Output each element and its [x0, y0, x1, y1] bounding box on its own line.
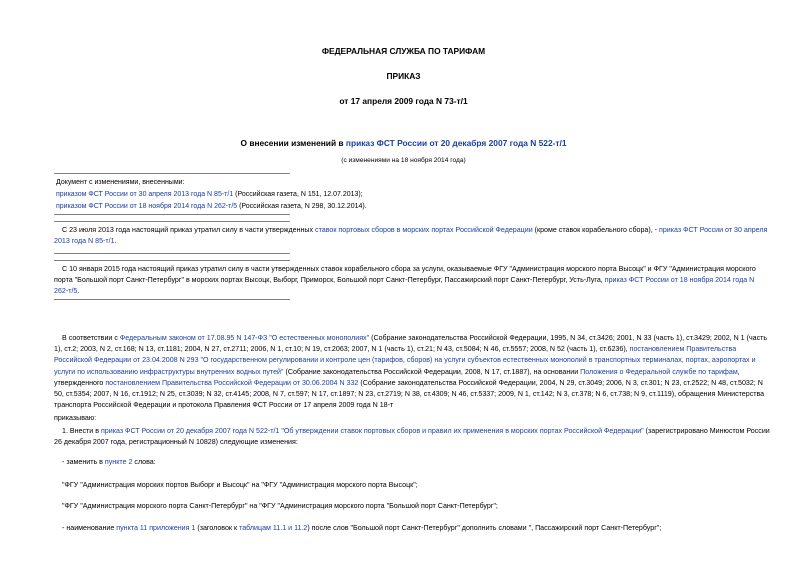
paragraph-2-link[interactable]: пункте 2 — [104, 458, 133, 466]
sub1-text: - заменить в — [62, 458, 105, 466]
preamble-text-2: (Собрание законодательства Российской Федерации, 1995, N 34, ст.3426; 2001, N 33 (часть 1), ст.3429; 2002, N 1 (часть 1), ст.2; 2003, N 2, ст.168; N 13, ст.1181; 2004, N 27, ст.2711; 2006, N 1, ст.10; N 19, ст.2063; 2007, N 1 (часть 1), ст.21; N 43, ст.5084; N 46, ст.5557; 2008, N 52 (часть 1), ст.6236), — [54, 334, 768, 354]
divider — [54, 214, 290, 215]
title-prefix: О внесении изменений в — [240, 138, 346, 148]
sub2-text-2: (заголовок к — [195, 524, 240, 532]
item1-text-1: 1. Внести в — [62, 427, 101, 435]
tables-link[interactable]: таблицам 11.1 и 11.2 — [239, 524, 308, 532]
quote-1: "ФГУ "Администрация морских портов Выборг и Высоцк" на "ФГУ "Администрация морского порта Высоцк"; — [62, 481, 418, 489]
change-1-link[interactable]: приказом ФСТ России от 30 апреля 2013 года N 85-т/1 — [56, 190, 234, 198]
note2-text: С 10 января 2015 года настоящий приказ утратил силу в части утвержденных ставок корабельного сбора за услуги, оказываемые ФГУ "Администрация морского порта Высоцк" и ФГУ "Администрация морского порта "Большой порт Санкт-Петербург" в морских портах Высоцк, Выборг, Приморск, Большой порт Санкт-Петербург, Пассажирский порт Санкт-Петербург, Усть-Луга, — [54, 265, 756, 285]
fst-regulation-link[interactable]: Положения о Федеральной службе по тарифам — [580, 367, 738, 376]
paragraph-11-link[interactable]: пункта 11 приложения 1 — [116, 524, 196, 532]
divider — [54, 260, 290, 261]
sub-item-replace — [54, 457, 770, 468]
changes-box — [54, 177, 770, 212]
government-decree-332-link[interactable]: постановлением Правительства Российской Федерации от 30.06.2004 N 332 — [105, 378, 359, 387]
note-repeal-2013 — [54, 225, 770, 247]
preamble-text-3: (Собрание законодательства Российской Федерации, 2008, N 17, ст.1887), на основании — [283, 367, 581, 376]
note1-link-order[interactable]: приказ ФСТ России от 30 апреля 2013 года N 85-т/1 — [54, 226, 768, 246]
sub1-end: слова: — [132, 458, 156, 466]
order-word: приказываю: — [54, 414, 97, 422]
government-decree-293-link[interactable]: постановлением Правительства Российской Федерации от 23.04.2008 N 293 "О государственном регулировании и контроле цен (тарифов, сборов) на услуги субъектов естественных монополий в транспортных терминалах, портах, аэропортах и услуги по использованию инфраструктуры внутренних водных путей" — [54, 345, 756, 376]
preamble-text-1: В соответствии с — [62, 334, 120, 342]
divider — [54, 173, 290, 174]
change-item-2 — [54, 201, 770, 213]
change-2-link[interactable]: приказом ФСТ России от 18 ноября 2014 года N 262-т/5 — [56, 202, 238, 210]
item-1 — [54, 426, 770, 448]
note2-link-order[interactable]: приказ ФСТ России от 18 ноября 2014 года N 262-т/5 — [54, 276, 755, 296]
note2-end: . — [77, 287, 80, 296]
divider — [54, 221, 290, 222]
agency-title: ФЕДЕРАЛЬНАЯ СЛУЖБА ПО ТАРИФАМ — [321, 46, 486, 56]
order-title — [0, 138, 807, 148]
quote-2: "ФГУ "Администрация морского порта Санкт-Петербург" на "ФГУ "Администрация морского порта "Большой порт Санкт-Петербург"; — [62, 502, 498, 510]
sub-item-title — [54, 523, 770, 534]
revision-note: (с изменениями на 18 ноября 2014 года) — [341, 157, 466, 164]
item1-order-link[interactable]: приказ ФСТ России от 20 декабря 2007 года N 522-т/1 — [100, 427, 280, 435]
note1-text-2: (кроме ставок корабельного сбора), - — [532, 226, 660, 234]
note-repeal-2015 — [54, 264, 770, 298]
item1-text-3: (зарегистрировано Минюстом России 26 декабря 2007 года, регистрационный N 10828) следующие изменения: — [54, 427, 770, 447]
federal-law-link[interactable]: Федеральным законом от 17.08.95 N 147-ФЗ "О естественных монополиях" — [119, 334, 370, 342]
note1-end: . — [114, 237, 117, 246]
document-type: ПРИКАЗ — [386, 71, 421, 81]
change-1-source: (Российская газета, N 151, 12.07.2013); — [233, 190, 363, 198]
change-item-1 — [54, 189, 770, 201]
order-date-number: от 17 апреля 2009 года N 73-т/1 — [339, 96, 468, 106]
change-2-source: (Российская газета, N 298, 30.12.2014). — [237, 202, 367, 210]
preamble — [54, 333, 770, 411]
sub2-text-1: - наименование — [62, 524, 117, 532]
preamble-text-5: (Собрание законодательства Российской Федерации, 2004, N 29, ст.3049; 2006, N 3, ст.301; N 23, ст.2522; N 48, ст.5032; N 50, ст.5354; 2007, N 16, ст.1912; N 25, ст.3039; N 32, ст.4145; 2008, N 7, ст.597; N 17, ст.1897; N 23, ст.2719; N 38, ст.4309; N 46, ст.5337; 2009, N 1, ст.142; N 3, ст.378; N 6, ст.738; N 9, ст.1119), обращения Министерства транспорта Российской Федерации и протокола Правления ФСТ России от 17 апреля 2009 года N 18-т — [54, 378, 765, 410]
divider — [54, 299, 290, 300]
item1-title-link[interactable]: "Об утверждении ставок портовых сборов и правил их применения в морских портах Российской Федерации" — [281, 427, 644, 435]
changes-intro: Документ с изменениями, внесенными: — [56, 179, 185, 186]
note1-text: С 23 июля 2013 года настоящий приказ утратил силу в части утвержденных — [62, 226, 316, 234]
preamble-text-4: , утвержденного — [54, 367, 740, 387]
note1-link-rates[interactable]: ставок портовых сборов в морских портах Российской Федерации — [315, 226, 533, 234]
title-link[interactable]: приказ ФСТ России от 20 декабря 2007 года N 522-т/1 — [345, 138, 567, 148]
divider — [54, 253, 290, 254]
sub2-text-3: ) после слов "Большой порт Санкт-Петербург" дополнить словами ", Пассажирский порт Санкт-Петербург"; — [307, 524, 662, 532]
